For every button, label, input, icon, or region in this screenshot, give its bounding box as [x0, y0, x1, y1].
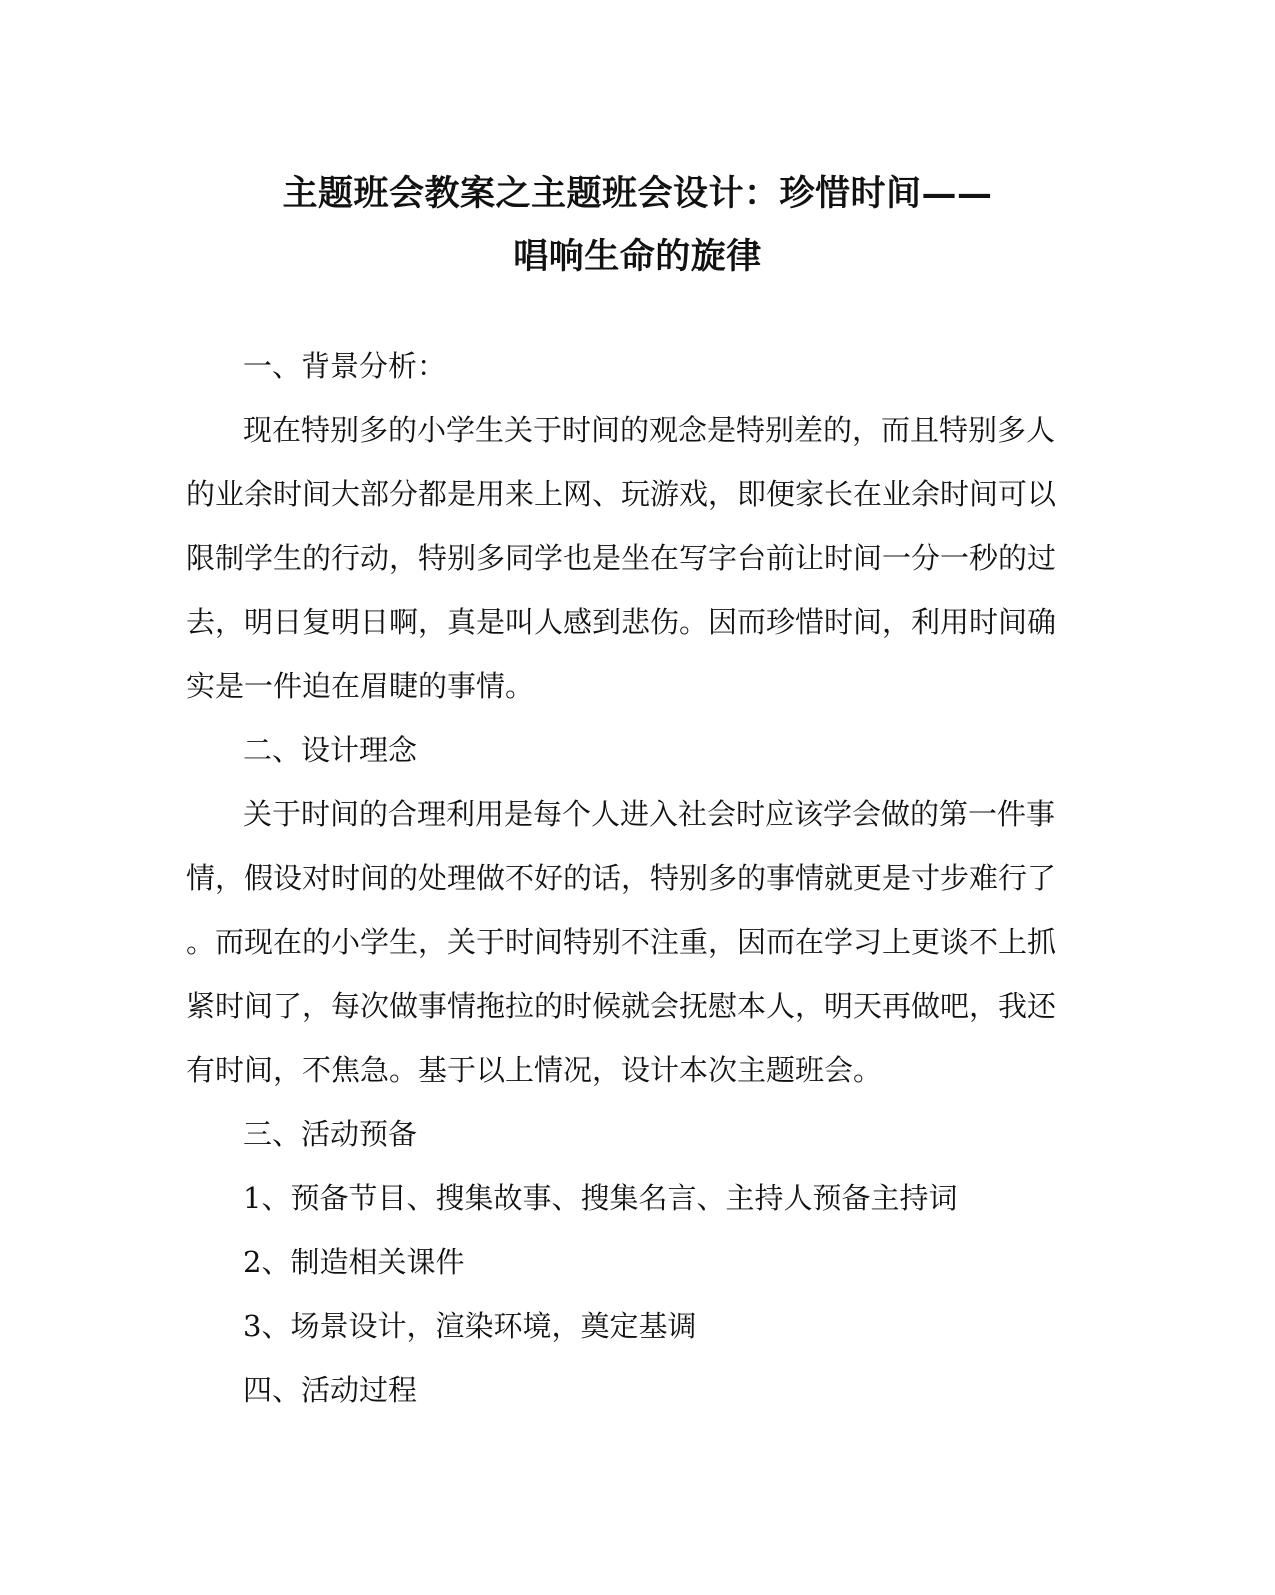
paragraph-line: 情，假设对时间的处理做不好的话，特别多的事情就更是寸步难行了 [186, 861, 1057, 895]
paragraph-line: 紧时间了，每次做事情拖拉的时候就会抚慰本人，明天再做吧，我还 [186, 989, 1057, 1023]
section-heading-activity-process: 四、活动过程 [243, 1373, 418, 1407]
paragraph-line: 关于时间的合理利用是每个人进入社会时应该学会做的第一件事 [243, 797, 1056, 831]
paragraph-line: 有时间，不焦急。基于以上情况，设计本次主题班会。 [186, 1053, 883, 1087]
paragraph-line: 限制学生的行动，特别多同学也是坐在写字台前让时间一分一秒的过 [186, 541, 1057, 575]
list-item: 3、场景设计，渲染环境，奠定基调 [243, 1309, 697, 1343]
section-heading-background: 一、背景分析： [243, 349, 447, 383]
paragraph-line: 实是一件迫在眉睫的事情。 [186, 669, 535, 703]
document-title-line-2: 唱响生命的旋律 [513, 236, 762, 277]
list-item: 1、预备节目、搜集故事、搜集名言、主持人预备主持词 [243, 1181, 958, 1215]
paragraph-line: 去，明日复明日啊，真是叫人感到悲伤。因而珍惜时间，利用时间确 [186, 605, 1057, 639]
section-heading-activity-preparation: 三、活动预备 [243, 1117, 418, 1151]
section-heading-design-concept: 二、设计理念 [243, 733, 418, 767]
document-title-line-1: 主题班会教案之主题班会设计：珍惜时间—— [282, 173, 993, 214]
list-item: 2、制造相关课件 [243, 1245, 465, 1279]
paragraph-line: 现在特别多的小学生关于时间的观念是特别差的，而且特别多人 [243, 413, 1056, 447]
paragraph-line: 的业余时间大部分都是用来上网、玩游戏，即便家长在业余时间可以 [186, 477, 1057, 511]
paragraph-line: 。而现在的小学生，关于时间特别不注重，因而在学习上更谈不上抓 [186, 925, 1057, 959]
